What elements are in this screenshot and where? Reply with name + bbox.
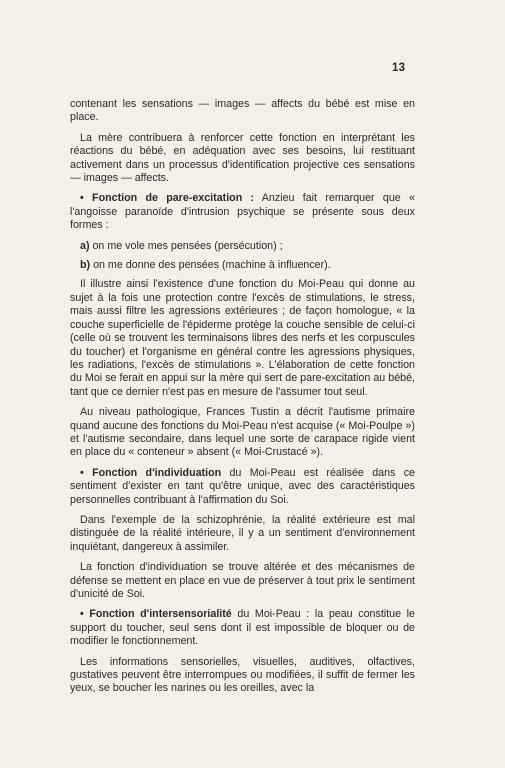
paragraph-text: La fonction d'individuation se trouve altérée et des mécanismes de défense se mettent en place en vue de préserver à tout prix le sentiment d'unicité de Soi. [70,561,415,600]
paragraph [70,514,415,554]
paragraph [70,656,415,696]
paragraph [70,98,415,125]
page-number: 13 [392,62,406,74]
section-heading: • Fonction de pare-excitation : [80,192,255,205]
section-heading: • Fonction d'individuation [80,466,222,479]
list-text: on me vole mes pensées (persécution) ; [89,239,283,252]
list-text: on me donne des pensées (machine à influencer). [90,259,331,272]
paragraph-pare-excitation [70,192,415,232]
paragraph-individuation [70,467,415,507]
paragraph-text: Dans l'exemple de la schizophrénie, la réalité extérieure est mal distinguée de la réalité intérieure, il y a un sentiment d'environnement inquiétant, dangereux à assimiler. [70,513,415,553]
list-label: b) [80,259,91,272]
paragraph [70,132,415,186]
paragraph-text: du Moi-Peau : la peau constitue le support du toucher, seul sens dont il est impossible de bloquer ou de modifier le fonctionnement. [70,608,415,648]
paragraph-text: La mère contribuera à renforcer cette fonction en interprétant les réactions du bébé, en adéquation avec ses besoins, lui restituant activement dans un processus d'identification projective ces sensations — images — affects. [70,131,415,185]
list-item [70,240,415,253]
paragraph-text: Il illustre ainsi l'existence d'une fonction du Moi-Peau qui donne au sujet à la fois une protection contre l'excès de stimulations, le stress, mais aussi filtre les agressions extérieures ; de façon homologue, « la couche superficielle de l'épiderme protège la couche sensible de celui-ci (celle où se trouvent les terminaisons libres des nerfs et les corpuscules du toucher) et l'organisme en général contre les agressions physiques, les radiations, l'excès de stimulations ». L'élaboration de cette fonction du Moi se ferait en appui sur la mère qui sert de pare-excitation au bébé, tant que ce dernier n'est pas en mesure de l'assumer tout seul. [70,278,415,398]
list-label: a) [80,239,90,252]
section-heading: • Fonction d'intersensorialité [80,608,232,621]
list-item [70,259,415,272]
paragraph [70,406,415,460]
body-text [70,98,415,703]
paragraph [70,561,415,601]
paragraph-text: Au niveau pathologique, Frances Tustin a décrit l'autisme primaire quand aucune des fonctions du Moi-Peau n'est acquise (« Moi-Poulpe ») et l'autisme secondaire, dans lequel une sorte de carapace rigide vient en place du « conteneur » absent (« Moi-Crustacé »). [70,406,415,459]
paragraph-text: du Moi-Peau est réalisée dans ce sentiment d'exister en tant qu'être unique, avec des caractéristiques personnelles contribuant à l'affirmation du Soi. [70,466,416,506]
paragraph-intersensorialite [70,608,415,648]
paragraph-text: Les informations sensorielles, visuelles, auditives, olfactives, gustatives peuvent être interrompues ou modifiées, il suffit de fermer les yeux, se boucher les narines ou les oreilles, avec la [70,655,415,695]
paragraph [70,278,415,399]
paragraph-text: Anzieu fait remarquer que « l'angoisse paranoïde d'intrusion psychique se présente sous deux formes : [70,192,415,232]
paragraph-text: contenant les sensations — images — affects du bébé est mise en place. [70,98,415,124]
